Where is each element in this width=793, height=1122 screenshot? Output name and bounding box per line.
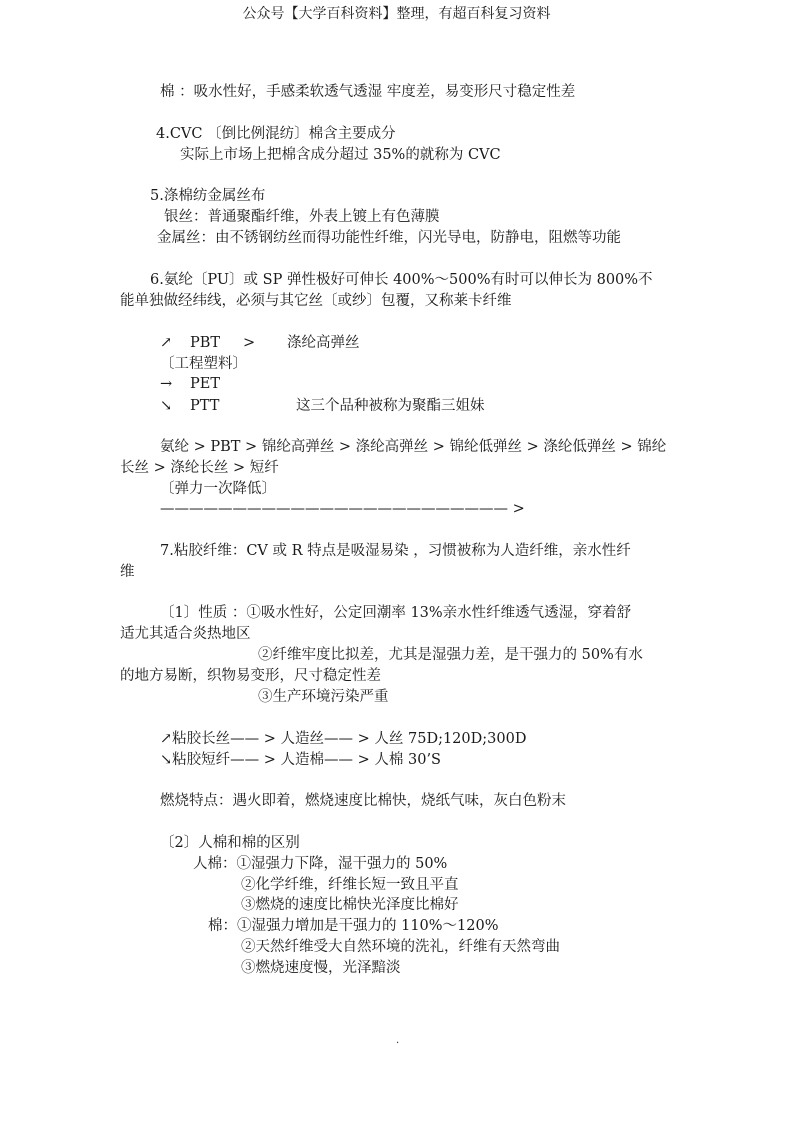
viscose-line-1: 7.粘胶纤维：CV 或 R 特点是吸湿易染 ，习惯被称为人造纤维，亲水性纤 — [160, 543, 631, 559]
property-line-4: 的地方易断，织物易变形，尺寸稳定性差 — [120, 668, 381, 684]
viscose-staple-line: ↘粘胶短纤—— > 人造棉—— > 人棉 30’S — [160, 752, 441, 768]
ptt-description: 这三个品种被称为聚酯三姐妹 — [296, 398, 485, 414]
cotton-diff-line-3: ③燃烧速度慢，光泽黯淡 — [241, 960, 401, 976]
difference-heading: 〔2〕人棉和棉的区别 — [160, 835, 300, 851]
elastic-order-arrow: ———————————————————————— > — [160, 501, 525, 517]
spandex-line-1: 6.氨纶〔PU〕或 SP 弹性极好可伸长 400%～500%有时可以伸长为 800%不 — [150, 272, 653, 288]
arrow-up-right-icon: ↗ — [160, 335, 173, 351]
burning-line: 燃烧特点：遇火即着，燃烧速度比棉快，烧纸气味，灰白色粉末 — [160, 793, 566, 809]
property-line-2: 适尤其适合炎热地区 — [120, 626, 251, 642]
property-line-5: ③生产环境污染严重 — [258, 689, 389, 705]
property-line-1: 〔1〕性质 ：①吸水性好，公定回潮率 13%亲水性纤维透气透湿，穿着舒 — [160, 605, 632, 621]
elastic-order-note: 〔弹力一次降低〕 — [160, 481, 276, 497]
pet-label: PET — [190, 376, 221, 392]
elastic-order-line-1: 氨纶 > PBT > 锦纶高弹丝 > 涤纶高弹丝 > 锦纶低弹丝 > 涤纶低弹丝 > 锦纶 — [160, 439, 667, 455]
arrow-down-right-icon: ↘ — [160, 398, 173, 414]
cvc-description: 实际上市场上把棉含成分超过 35%的就称为 CVC — [180, 147, 501, 163]
arrow-right-icon: → — [160, 376, 173, 392]
rayon-line-3: ③燃烧的速度比棉快光泽度比棉好 — [241, 897, 459, 913]
elastic-order-line-2: 长丝 > 涤纶长丝 > 短纤 — [120, 460, 279, 476]
metal-fabric-heading: 5.涤棉纺金属丝布 — [150, 188, 266, 204]
silver-thread-line: 银丝：普通聚酯纤维，外表上镀上有色薄膜 — [164, 209, 440, 225]
cotton-line: 棉 ：吸水性好，手感柔软透气透湿 牢度差，易变形尺寸稳定性差 — [160, 84, 576, 100]
cotton-diff-line-1: 棉：①湿强力增加是干强力的 110%～120% — [208, 918, 499, 934]
viscose-line-2: 维 — [120, 564, 135, 580]
pbt-target: 涤纶高弹丝 — [287, 335, 360, 351]
metal-thread-line: 金属丝：由不锈钢纺丝而得功能性纤维，闪光导电，防静电，阻燃等功能 — [157, 230, 621, 246]
footer-dot: . — [396, 1035, 400, 1046]
property-line-3: ②纤维牢度比拟差，尤其是湿强力差，是干强力的 50%有水 — [258, 647, 643, 663]
rayon-line-2: ②化学纤维，纤维长短一致且平直 — [241, 877, 459, 893]
engineering-plastic-note: 〔工程塑料〕 — [160, 356, 247, 372]
cotton-diff-line-2: ②天然纤维受大自然环境的洗礼，纤维有天然弯曲 — [241, 939, 560, 955]
viscose-filament-line: ↗粘胶长丝—— > 人造丝—— > 人丝 75D;120D;300D — [160, 731, 527, 747]
pbt-label: PBT — [190, 335, 221, 351]
page-header: 公众号【大学百科资料】整理，有超百科复习资料 — [242, 6, 551, 22]
pbt-gt: > — [243, 335, 256, 351]
ptt-label: PTT — [190, 398, 220, 414]
rayon-line-1: 人棉：①湿强力下降，湿干强力的 50% — [193, 856, 448, 872]
spandex-line-2: 能单独做经纬线，必须与其它丝〔或纱〕包覆，又称莱卡纤维 — [120, 293, 512, 309]
cvc-heading: 4.CVC 〔倒比例混纺〕棉含主要成分 — [156, 126, 396, 142]
